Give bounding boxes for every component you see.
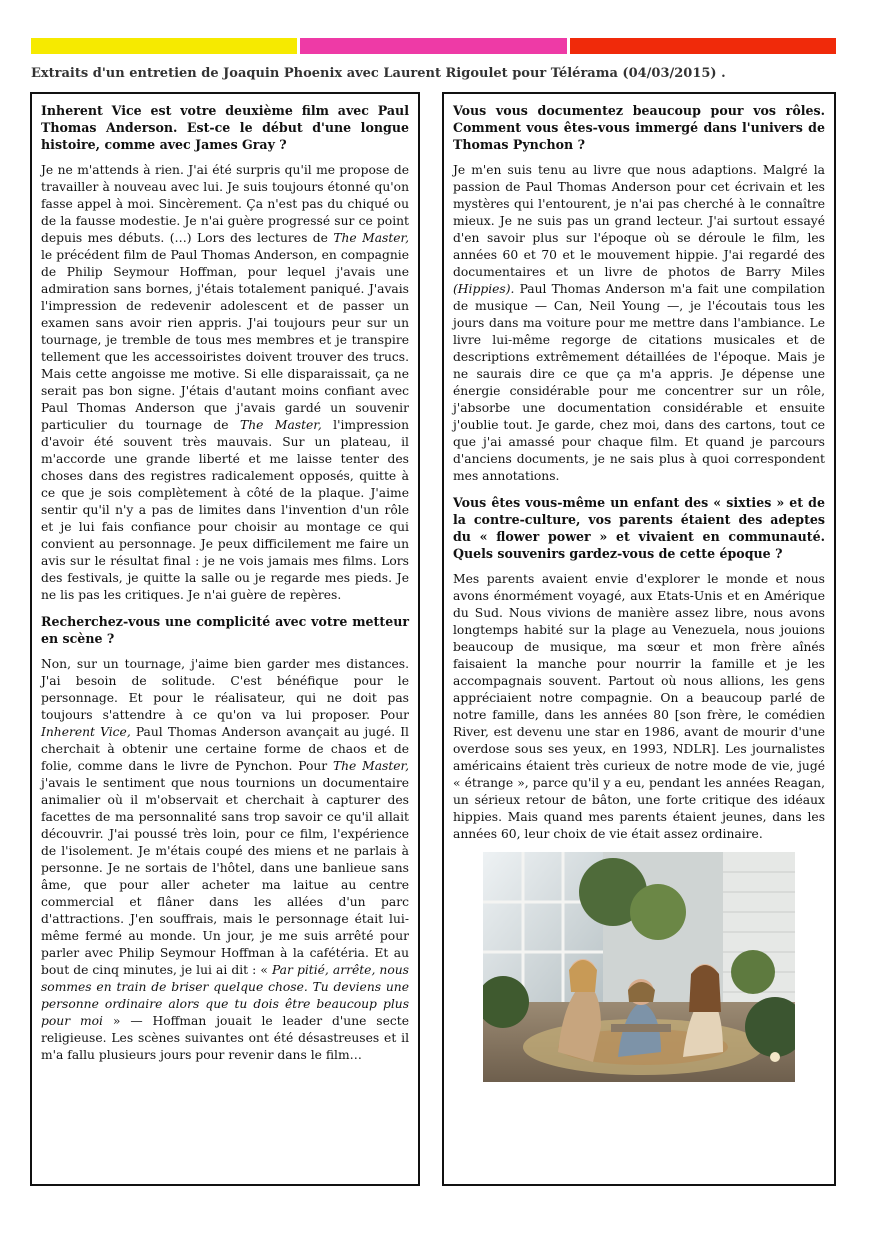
page-subtitle: Extraits d'un entretien de Joaquin Phoenix avec Laurent Rigoulet pour Télérama (04/03/2015) . — [31, 66, 726, 81]
answer-2-text: Non, sur un tournage, j'aime bien garder mes distances. J'ai besoin de solitude. C'est bénéfique pour le personnage. Et pour le réalisateur, qui ne doit pas toujours s'attendre à ce qu'on va lui proposer. Pour — [41, 657, 409, 722]
answer-1-text: Je ne m'attends à rien. J'ai été surpris qu'il me propose de travailler à nouveau avec lui. Je suis toujours étonné qu'on fasse appel à moi. Sincèrement. Ça n'est pas du chiqué ou de la fausse modestie. Je n'ai guère progressé sur ce point depuis mes débuts. (…) Lors des lectures de — [41, 163, 409, 245]
left-column — [30, 92, 420, 1186]
quote: Par pitié, arrête, nous sommes en train de briser quelque chose. Tu deviens une personne ordinaire alors que tu dois être beaucoup plus pour moi — [41, 963, 409, 1028]
red-bar — [570, 38, 836, 54]
answer-2-text: j'avais le sentiment que nous tournions un documentaire animalier où il m'observait et cherchait à capturer des facettes de ma personnalité sans trop savoir ce qu'il allait découvrir. J'ai poussé très loin, pour ce film, l'expérience de l'isolement. Je m'étais coupé des miens et ne parlais à personne. Je ne sortais de l'hôtel, dans une banlieue sans âme, que pour aller acheter ma laitue au centre commercial et flâner dans les allées d'un parc d'attractions. J'en souffrais, mais le personnage était lui-même fermé au monde. Un jour, je me suis arrêté pour parler avec Philip Seymour Hoffman à la cafétéria. Et au bout de cinq minutes, je lui ai dit : « — [41, 776, 409, 977]
film-title: Inherent Vice, — [41, 725, 131, 739]
question-3: Vous vous documentez beaucoup pour vos rôles. Comment vous êtes-vous immergé dans l'univers de Thomas Pynchon ? — [453, 103, 825, 152]
answer-1-text: le précédent film de Paul Thomas Anderson, en compagnie de Philip Seymour Hoffman, pour lequel j'avais une admiration sans bornes, j'étais totalement paniqué. J'avais l'impression de redevenir adolescent et de passer un examen sans avoir rien appris. J'ai toujours peur sur un tournage, je tremble de tous mes membres et je transpire tellement que les accessoiristes doivent trouver des trucs. Mais cette angoisse me motive. Si elle disparaissait, ça ne serait pas bon signe. J'étais d'autant moins confiant avec Paul Thomas Anderson que j'avais gardé un souvenir particulier du tournage de — [41, 248, 409, 432]
answer-2-text: » — Hoffman jouait le leader d'une secte religieuse. Les scènes suivantes ont été désastreuses et il m'a fallu plusieurs jours pour revenir dans le film… — [41, 1014, 409, 1062]
film-title: The Master, — [240, 418, 322, 432]
question-4: Vous êtes vous-même un enfant des « sixties » et de la contre-culture, vos parents étaient des adeptes du « flower power » et vivaient en communauté. Quels souvenirs gardez-vous de cette époque ? — [453, 495, 825, 561]
answer-3-text: Paul Thomas Anderson m'a fait une compilation de musique — Can, Neil Young —, je l'écoutais tous les jours dans ma voiture pour me mettre dans l'ambiance. Le livre lui-même regorge de citations musicales et de descriptions extrêmement détaillées de l'époque. Mais je ne saurais dire ce que ça m'a appris. Je dépense une énergie considérable pour me concentrer sur un rôle, j'absorbe une documentation considérable et ensuite j'oublie tout. Je garde, chez moi, dans des cartons, tout ce que j'ai amassé pour chaque film. Et quand je parcours d'anciens documents, je ne sais plus à quoi correspondent mes annotations. — [453, 282, 825, 483]
magenta-bar — [300, 38, 566, 54]
answer-3-text: Je m'en suis tenu au livre que nous adaptions. Malgré la passion de Paul Thomas Anderson pour cet écrivain et les mystères qui l'entourent, je n'ai pas cherché à le connaître mieux. Je ne suis pas un grand lecteur. J'ai surtout essayé d'en savoir plus sur l'époque où se déroule le film, les années 60 et 70 et le mouvement hippie. J'ai regardé des documentaires et un livre de photos de Barry Miles — [453, 163, 825, 279]
film-title: The Master, — [332, 759, 409, 773]
answer-1-text: l'impression d'avoir été souvent très mauvais. Sur un plateau, il m'accorde une grande liberté et me laisse tenter des choses dans des registres radicalement opposés, quitte à ce que je sois complètement à côté de la plaque. J'aime sentir qu'il n'y a pas de limites dans l'invention d'un rôle et je lui fais confiance pour choisir au montage ce qui convient au personnage. Je peux difficilement me faire un avis sur le résultat final : je ne vois jamais mes films. Lors des festivals, je quitte la salle ou je regarde mes pieds. Je ne lis pas les critiques. Je n'ai guère de repères. — [41, 418, 409, 602]
yellow-bar — [31, 38, 297, 54]
answer-1 — [41, 162, 409, 604]
answer-3 — [453, 162, 825, 485]
question-2: Recherchez-vous une complicité avec votre metteur en scène ? — [41, 614, 409, 646]
right-column — [442, 92, 836, 1186]
color-bars — [31, 38, 836, 54]
film-title: The Master, — [333, 231, 409, 245]
answer-2-text: Paul Thomas Anderson avançait au jugé. Il cherchait à obtenir une certaine forme de chaos et de folie, comme dans le livre de Pynchon. Pour — [41, 725, 409, 773]
question-1: Inherent Vice est votre deuxième film avec Paul Thomas Anderson. Est-ce le début d'une longue histoire, comme avec James Gray ? — [41, 103, 409, 152]
book-title: (Hippies). — [453, 282, 515, 296]
answer-2 — [41, 656, 409, 1064]
film-still-photo — [483, 852, 795, 1082]
answer-4: Mes parents avaient envie d'explorer le monde et nous avons énormément voyagé, aux Etats-Unis et en Amérique du Sud. Nous vivions de manière assez libre, nous avons longtemps habité sur la plage au Venezuela, nous jouions beaucoup de musique, ma sœur et mon frère aînés faisaient la manche pour nourrir la famille et je les accompagnais souvent. Partout où nous allions, les gens appréciaient notre compagnie. On a beaucoup parlé de notre famille, dans les années 80 [son frère, le comédien River, est devenu une star en 1986, avant de mourir d'une overdose sous ses yeux, en 1993, NDLR]. Les journalistes américains étaient très curieux de notre mode de vie, jugé « étrange », parce qu'il y a eu, pendant les années Reagan, un sérieux retour de bâton, une forte critique des idéaux hippies. Mais quand mes parents étaient jeunes, dans les années 60, leur choix de vie était assez ordinaire. — [453, 572, 825, 841]
